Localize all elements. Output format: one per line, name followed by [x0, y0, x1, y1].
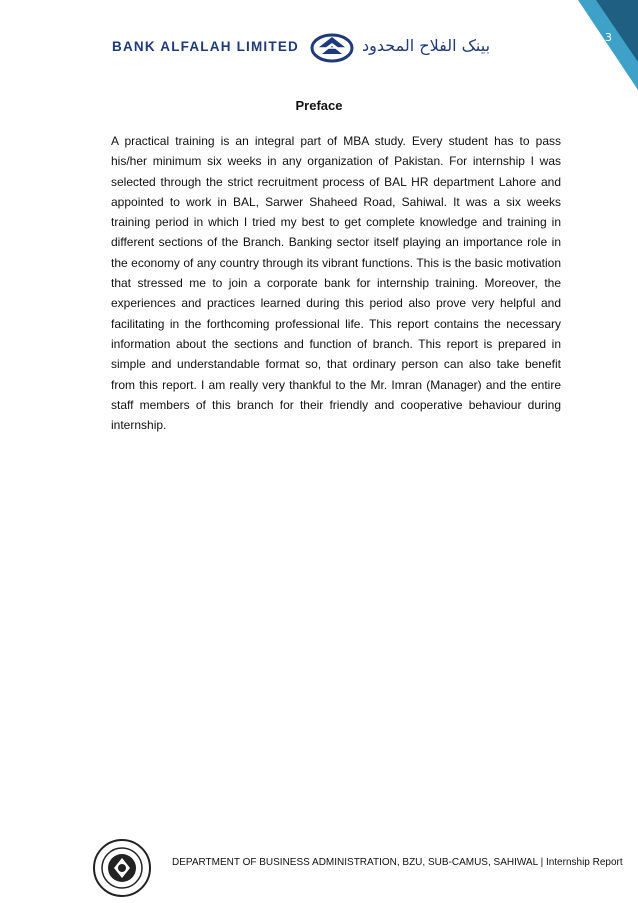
- footer-text: DEPARTMENT OF BUSINESS ADMINISTRATION, BZU, SUB-CAMUS, SAHIWAL | Internship Report: [172, 857, 623, 868]
- bank-name-english: BANK ALFALAH LIMITED: [112, 39, 299, 54]
- footer: [92, 838, 623, 898]
- page-title: Preface: [295, 98, 343, 113]
- page-number: 3: [605, 31, 612, 44]
- preface-paragraph: A practical training is an integral part of MBA study. Every student has to pass his/her minimum six weeks in any organization of Pakistan. For internship I was selected through the strict recruitment process of BAL HR department Lahore and appointed to work in BAL, Sarwer Shaheed Road, Sahiwal. It was a six weeks training period in which I tried my best to get complete knowledge and training in different sections of the Branch. Banking sector itself playing an importance role in the economy of any country through its vibrant functions. This is the basic motivation that stressed me to join a corporate bank for internship training. Moreover, the experiences and practices learned during this period also prove very helpful and facilitating in the forthcoming professional life. This report contains the necessary information about the sections and function of branch. This report is prepared in simple and understandable format so, that ordinary person can also take benefit from this report. I am really very thankful to the Mr. Imran (Manager) and the entire staff members of this branch for their friendly and cooperative behaviour during internship.: [111, 134, 561, 433]
- bank-logo-icon: [310, 33, 354, 63]
- header: [112, 33, 592, 63]
- university-seal-icon: [92, 838, 152, 898]
- bank-name-urdu: بینک الفلاح المحدود: [362, 36, 491, 55]
